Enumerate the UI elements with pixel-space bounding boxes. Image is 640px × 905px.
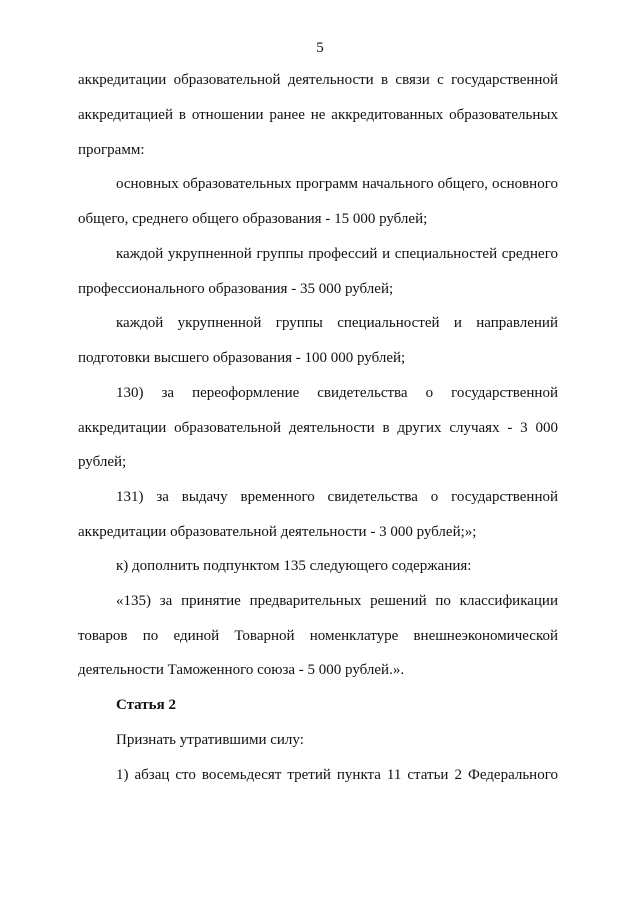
text-line: Признать утратившими силу: bbox=[116, 732, 304, 748]
text-line: основных образовательных программ начального общего, основного bbox=[116, 176, 558, 192]
text-line: товаров по единой Товарной номенклатуре внешнеэкономической bbox=[78, 628, 558, 644]
page-number: 5 bbox=[316, 40, 324, 56]
text-line: аккредитации образовательной деятельности в других случаях - 3 000 bbox=[78, 420, 558, 436]
text-line: профессионального образования - 35 000 рублей; bbox=[78, 281, 394, 297]
text-line: каждой укрупненной группы профессий и специальностей среднего bbox=[116, 246, 558, 262]
text-line: аккредитацией в отношении ранее не аккредитованных образовательных bbox=[78, 107, 558, 123]
text-line: аккредитации образовательной деятельности - 3 000 рублей;»; bbox=[78, 524, 477, 540]
text-line: рублей; bbox=[78, 454, 127, 470]
text-line: подготовки высшего образования - 100 000 рублей; bbox=[78, 350, 406, 366]
text-line: к) дополнить подпунктом 135 следующего содержания: bbox=[116, 558, 472, 574]
text-line: 131) за выдачу временного свидетельства о государственной bbox=[116, 489, 558, 505]
text-line: 1) абзац сто восемьдесят третий пункта 11 статьи 2 Федерального bbox=[116, 767, 558, 783]
text-line: «135) за принятие предварительных решений по классификации bbox=[116, 593, 558, 609]
text-line: программ: bbox=[78, 142, 145, 158]
text-line: 130) за переоформление свидетельства о государственной bbox=[116, 385, 558, 401]
text-line: деятельности Таможенного союза - 5 000 рублей.». bbox=[78, 662, 405, 678]
text-line: общего, среднего общего образования - 15 000 рублей; bbox=[78, 211, 428, 227]
text-line: аккредитации образовательной деятельности в связи с государственной bbox=[78, 72, 558, 88]
article-heading: Статья 2 bbox=[116, 697, 176, 713]
text-line: каждой укрупненной группы специальностей и направлений bbox=[116, 315, 558, 331]
